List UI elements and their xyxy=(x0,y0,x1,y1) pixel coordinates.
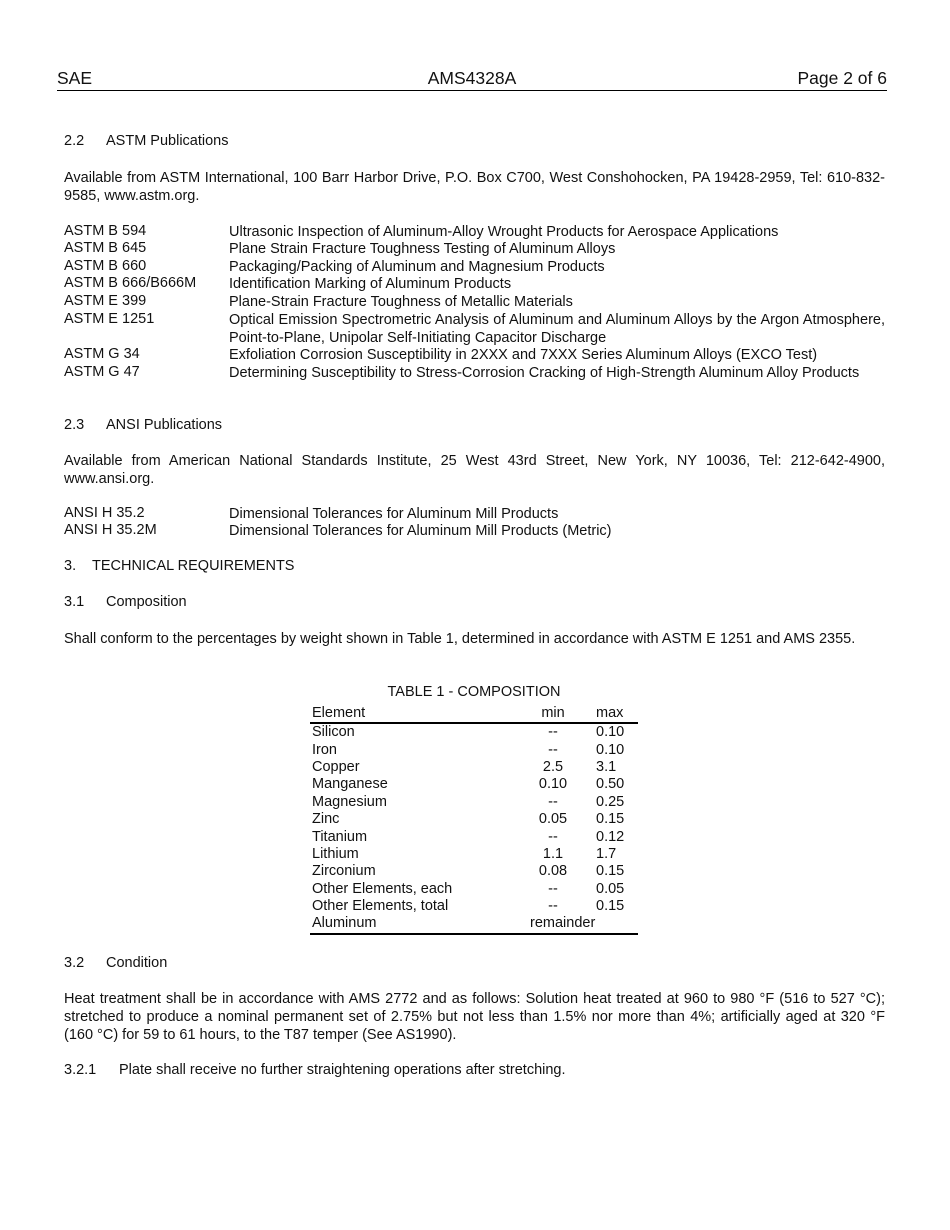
cell-min: 1.1 xyxy=(542,845,564,862)
table-row xyxy=(310,741,638,758)
reference-description: Packaging/Packing of Aluminum and Magnesium Products xyxy=(229,259,605,275)
table-row xyxy=(310,811,638,828)
cell-element: Aluminum xyxy=(310,915,514,933)
header-page-number: Page 2 of 6 xyxy=(797,68,887,88)
reference-code: ASTM B 660 xyxy=(64,258,147,274)
section-2-3-heading xyxy=(64,417,222,433)
table-row xyxy=(310,759,638,776)
cell-max: 1.7 xyxy=(596,845,617,862)
cell-min: 2.5 xyxy=(542,758,564,775)
section-title: TECHNICAL REQUIREMENTS xyxy=(92,558,295,574)
cell-min: 0.08 xyxy=(538,863,568,880)
cell-min: -- xyxy=(548,741,558,758)
reference-code: ASTM B 645 xyxy=(64,240,147,256)
section-3-2-heading xyxy=(64,955,167,971)
section-title: Condition xyxy=(106,955,168,971)
table-row xyxy=(310,898,638,915)
reference-description: Determining Susceptibility to Stress-Corrosion Cracking of High-Strength Aluminum Alloy Products xyxy=(229,365,860,381)
reference-code: ANSI H 35.2M xyxy=(64,522,157,538)
column-header-max: max xyxy=(590,704,638,723)
reference-code: ANSI H 35.2 xyxy=(64,505,145,521)
section-number: 3.1 xyxy=(64,594,85,610)
cell-min: -- xyxy=(548,880,558,897)
table-row xyxy=(310,915,638,933)
cell-max: 0.15 xyxy=(596,898,625,915)
cell-max: 0.15 xyxy=(596,863,625,880)
cell-max: 0.50 xyxy=(596,776,625,793)
reference-code: ASTM E 1251 xyxy=(64,311,155,327)
cell-min: 0.10 xyxy=(538,776,568,793)
ansi-availability-text: Available from American National Standards Institute, 25 West 43rd Street, New York, NY 10036, Tel: 212-642-4900, www.ansi.org. xyxy=(64,453,885,487)
cell-min: -- xyxy=(548,793,558,810)
composition-table xyxy=(310,704,638,935)
section-title: ANSI Publications xyxy=(106,417,223,433)
table-row xyxy=(310,776,638,793)
reference-code: ASTM B 594 xyxy=(64,223,147,239)
cell-element: Silicon xyxy=(312,724,355,741)
table-row xyxy=(310,794,638,811)
section-number: 3. xyxy=(64,558,77,574)
cell-element: Zirconium xyxy=(312,863,376,880)
reference-code: ASTM E 399 xyxy=(64,293,147,309)
reference-description: Dimensional Tolerances for Aluminum Mill Products xyxy=(229,506,559,522)
cell-max: 0.12 xyxy=(596,828,625,845)
cell-max: 0.15 xyxy=(596,811,625,828)
table-title: TABLE 1 - COMPOSITION xyxy=(387,684,561,700)
composition-text: Shall conform to the percentages by weight shown in Table 1, determined in accordance with ASTM E 1251 and AMS 2355. xyxy=(64,631,856,647)
reference-description: Plane Strain Fracture Toughness Testing of Aluminum Alloys xyxy=(229,241,616,257)
table-header-row xyxy=(310,704,638,723)
section-number: 3.2.1 xyxy=(64,1062,97,1078)
cell-max: 0.10 xyxy=(596,724,625,741)
table-row xyxy=(310,846,638,863)
cell-element: Zinc xyxy=(312,811,340,828)
cell-element: Lithium xyxy=(312,845,359,862)
header-doc-number: AMS4328A xyxy=(427,68,517,88)
reference-code: ASTM G 34 xyxy=(64,346,140,362)
reference-code: ASTM B 666/B666M xyxy=(64,275,197,291)
condition-text: Heat treatment shall be in accordance with AMS 2772 and as follows: Solution heat treated at 960 to 980 °F (516 to 527 °C); stretched to produce a nominal permanent set of 2.75% but not less than 1.5% nor more than 4%; artificially aged at 320 °F (160 °C) for 59 to 61 hours, to the T87 temper (See AS1990). xyxy=(64,991,885,1043)
cell-element: Other Elements, total xyxy=(312,898,449,915)
section-number: 3.2 xyxy=(64,955,85,971)
table-row xyxy=(310,828,638,845)
table-row xyxy=(310,863,638,880)
reference-description: Plane-Strain Fracture Toughness of Metallic Materials xyxy=(229,294,573,310)
column-header-min: min xyxy=(514,704,590,723)
astm-availability-text: Available from ASTM International, 100 Barr Harbor Drive, P.O. Box C700, West Conshohocken, PA 19428-2959, Tel: 610-832-9585, www.astm.org. xyxy=(64,170,885,204)
section-number: 2.3 xyxy=(64,417,85,433)
section-2-2-heading xyxy=(64,133,229,149)
reference-description: Optical Emission Spectrometric Analysis of Aluminum and Aluminum Alloys by the Argon Atmosphere, Point-to-Plane, Unipolar Self-Initiating Capacitor Discharge xyxy=(229,312,885,346)
cell-min: 0.05 xyxy=(538,811,568,828)
cell-max: 3.1 xyxy=(596,758,617,775)
cell-element: Other Elements, each xyxy=(312,880,453,897)
column-header-element: Element xyxy=(310,704,514,723)
reference-description: Identification Marking of Aluminum Products xyxy=(229,276,512,292)
cell-element: Manganese xyxy=(312,776,388,793)
cell-element: Magnesium xyxy=(312,793,387,810)
cell-max: 0.05 xyxy=(596,880,625,897)
table-row xyxy=(310,723,638,741)
table-row xyxy=(310,881,638,898)
section-number: 2.2 xyxy=(64,133,85,149)
cell-remainder: remainder xyxy=(514,915,638,933)
page-header xyxy=(57,68,887,91)
section-3-1-heading xyxy=(64,594,187,610)
section-text: Plate shall receive no further straightening operations after stretching. xyxy=(119,1062,566,1078)
cell-max: 0.25 xyxy=(596,793,625,810)
cell-min: -- xyxy=(548,898,558,915)
reference-description: Exfoliation Corrosion Susceptibility in 2XXX and 7XXX Series Aluminum Alloys (EXCO Test) xyxy=(229,347,818,363)
cell-element: Titanium xyxy=(312,828,368,845)
reference-description: Dimensional Tolerances for Aluminum Mill Products (Metric) xyxy=(229,523,612,539)
reference-description: Ultrasonic Inspection of Aluminum-Alloy Wrought Products for Aerospace Applications xyxy=(229,224,779,240)
header-org: SAE xyxy=(57,68,93,88)
cell-element: Iron xyxy=(312,741,337,758)
cell-max: 0.10 xyxy=(596,741,625,758)
section-3-heading xyxy=(64,558,294,574)
section-title: ASTM Publications xyxy=(106,133,229,149)
reference-code: ASTM G 47 xyxy=(64,364,140,380)
section-3-2-1 xyxy=(64,1062,566,1078)
cell-element: Copper xyxy=(312,758,360,775)
cell-min: -- xyxy=(548,828,558,845)
section-title: Composition xyxy=(106,594,187,610)
cell-min: -- xyxy=(548,724,558,741)
